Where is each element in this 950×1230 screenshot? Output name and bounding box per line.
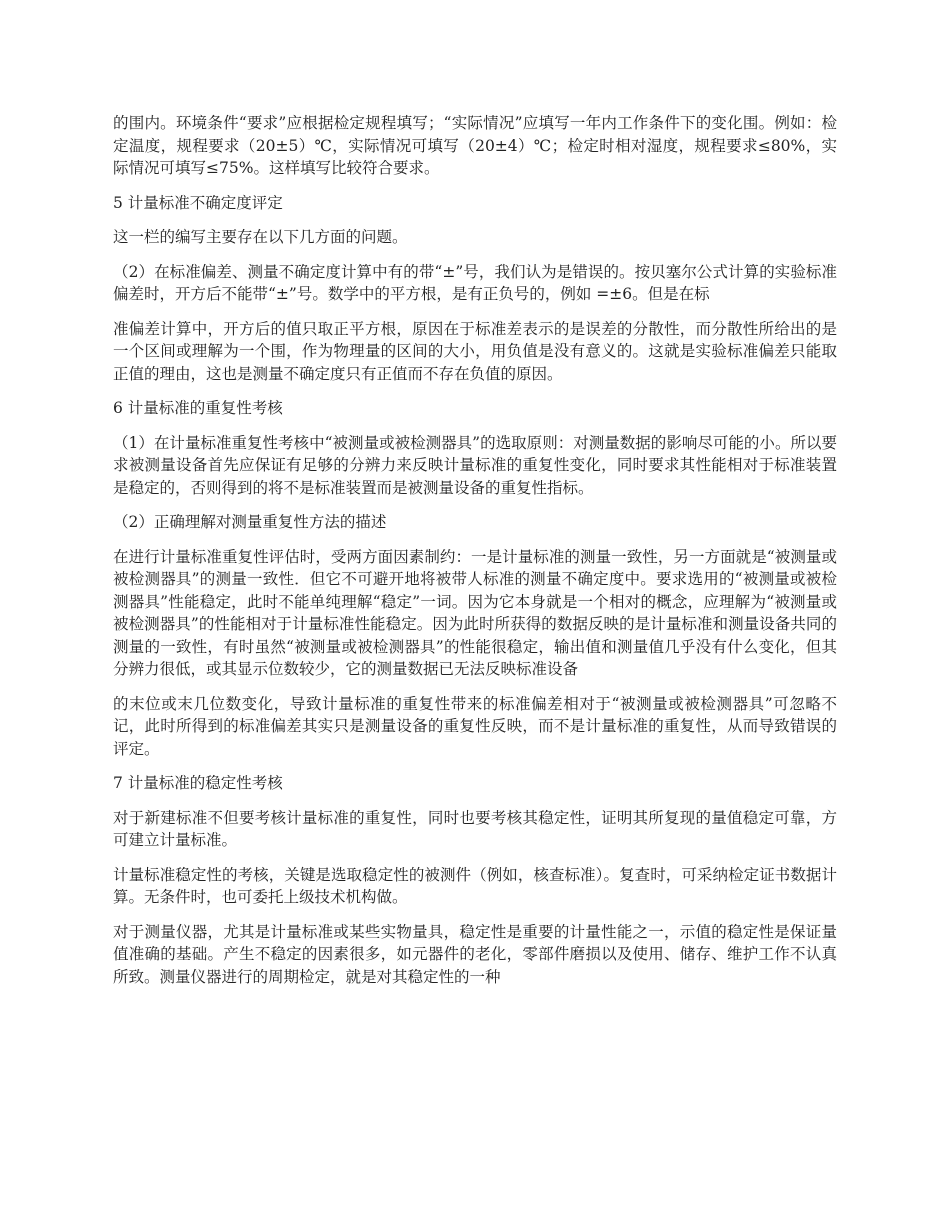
paragraph: 在进行计量标准重复性评估时，受两方面因素制约：一是计量标准的测量一致性，另一方面就是“被测量或被检测器具”的测量一致性．但它不可避开地将被带人标准的测量不确定度中。要求选用的“被测量或被检测器具”性能稳定，此时不能单纯理解“稳定”一词。因为它本身就是一个相对的概念，应理解为“被测量或被检测器具”的性能相对于计量标准性能稳定。因为此时所获得的数据反映的是计量标准和测量设备共同的测量的一致性，有时虽然“被测量或被检测器具”的性能很稳定，输出值和测量值几乎没有什么变化，但其分辨力很低，或其显示位数较少，它的测量数据已无法反映标准设备	[113, 547, 837, 678]
paragraph: 这一栏的编写主要存在以下几方面的问题。	[113, 228, 408, 246]
paragraph: 的末位或末几位数变化，导致计量标准的重复性带来的标准偏差相对于“被测量或被检测器具”可忽略不记，此时所得到的标准偏差其实只是测量设备的重复性反映，而不是计量标准的重复性，从而导致错误的评定。	[113, 694, 837, 758]
paragraph: 对于新建标准不但要考核计量标准的重复性，同时也要考核其稳定性，证明其所复现的量值稳定可靠，方可建立计量标准。	[113, 808, 837, 849]
paragraph: （1）在计量标准重复性考核中“被测量或被检测器具”的选取原则：对测量数据的影响尽可能的小。所以要求被测量设备首先应保证有足够的分辨力来反映计量标准的重复性变化，同时要求其性能相对于标准装置是稳定的，否则得到的将不是标准装置而是被测量设备的重复性指标。	[113, 433, 837, 497]
paragraph: 的围内。环境条件“要求”应根据检定规程填写；“实际情况”应填写一年内工作条件下的变化围。例如：检定温度，规程要求（20±5）℃，实际情况可填写（20±4）℃；检定时相对湿度，规程要求≤80%，实际情况可填写≤75%。这样填写比较符合要求。	[113, 114, 837, 177]
section-heading: 5 计量标准不确定度评定	[113, 193, 283, 212]
section-heading: 7 计量标准的稳定性考核	[113, 774, 283, 792]
paragraph: （2）在标准偏差、测量不确定度计算中有的带“±”号，我们认为是错误的。按贝塞尔公式计算的实验标准偏差时，开方后不能带“±”号。数学中的平方根，是有正负号的，例如 =±6。但是在标	[113, 262, 837, 303]
paragraph: 计量标准稳定性的考核，关键是选取稳定性的被测件（例如，核查标准）。复查时，可采纳检定证书数据计算。无条件时，也可委托上级技术机构做。	[113, 865, 837, 906]
section-heading: 6 计量标准的重复性考核	[113, 399, 283, 417]
paragraph: 准偏差计算中，开方后的值只取正平方根，原因在于标准差表示的是误差的分散性，而分散性所给出的是一个区间或理解为一个围，作为物理量的区间的大小，用负值是没有意义的。这就是实验标准偏差只能取正值的理由，这也是测量不确定度只有正值而不存在负值的原因。	[113, 319, 837, 383]
subsection-heading: （2）正确理解对测量重复性方法的描述	[113, 513, 387, 531]
paragraph: 对于测量仪器，尤其是计量标准或某些实物量具，稳定性是重要的计量性能之一，示值的稳定性是保证量值准确的基础。产生不稳定的因素很多，如元器件的老化，零部件磨损以及使用、储存、维护工作不认真所致。测量仪器进行的周期检定，就是对其稳定性的一种	[113, 922, 837, 986]
